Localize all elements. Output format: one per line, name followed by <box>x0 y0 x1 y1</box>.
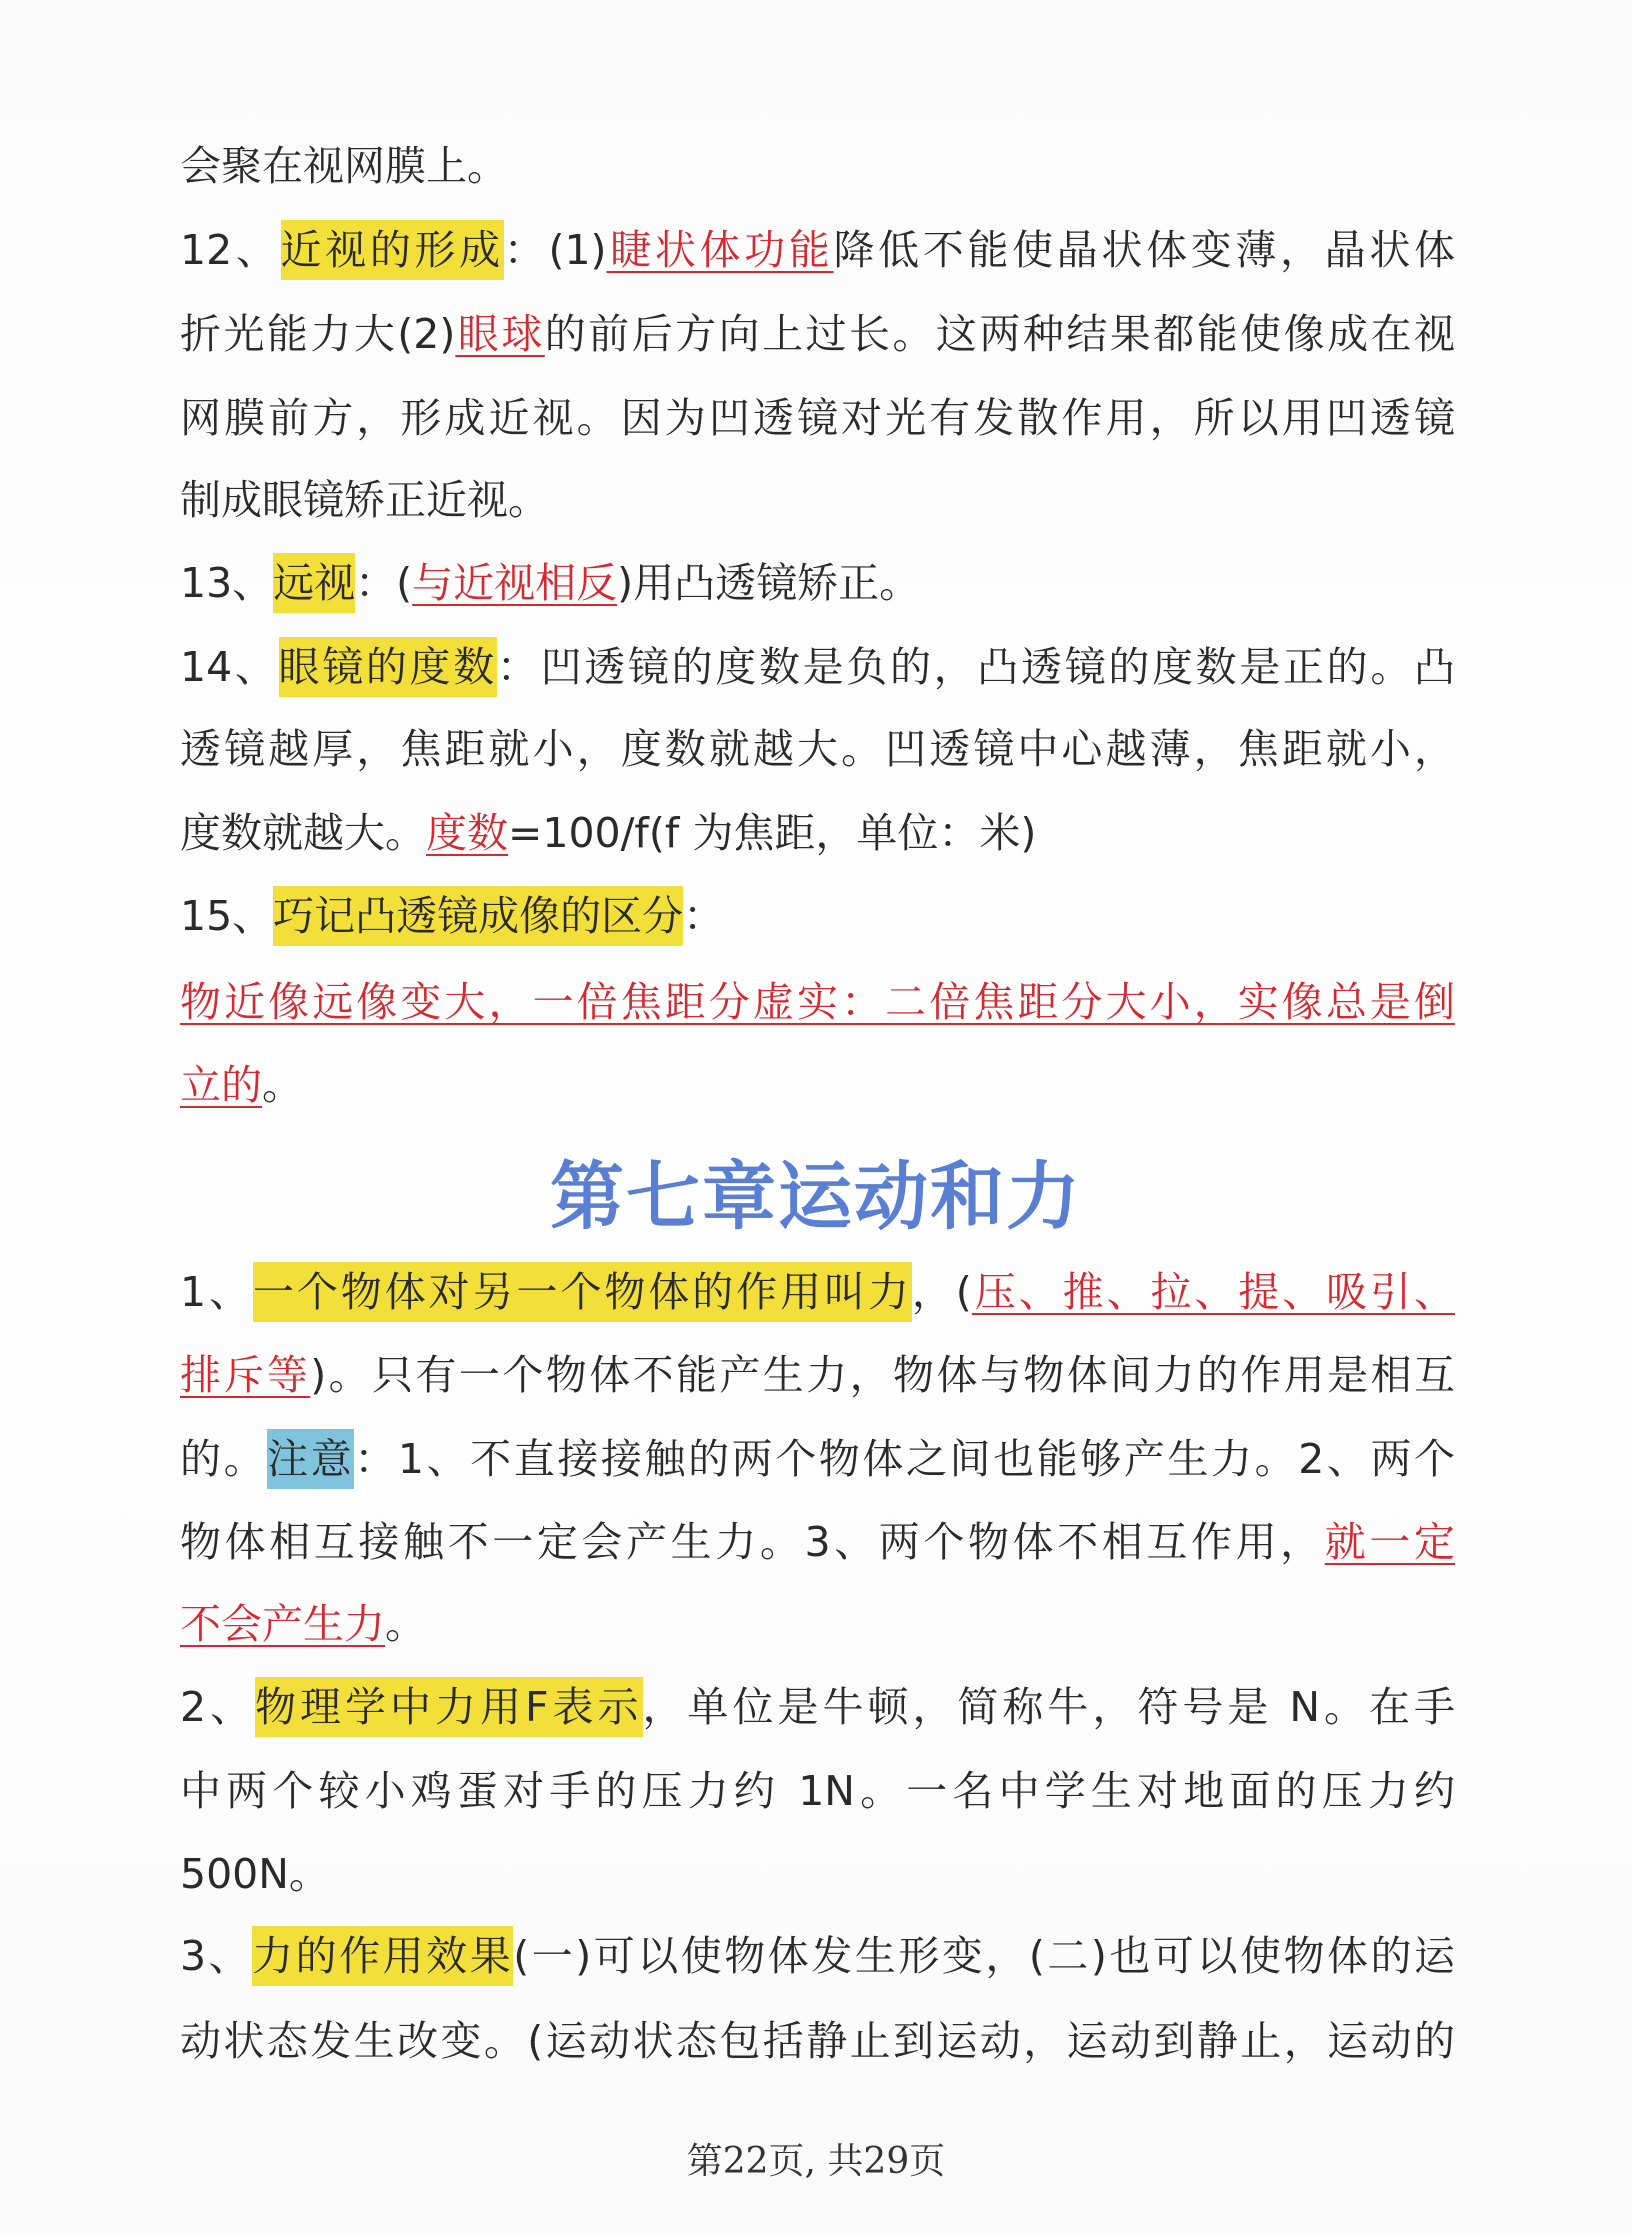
body-text: ：凹透镜的度数是负的，凸透镜的度数是正的。凸 <box>496 643 1456 691</box>
item-number: 3、 <box>180 1932 253 1980</box>
text-line <box>180 803 1455 863</box>
highlighted-heading: 巧记凸透镜成像的区分 <box>273 886 683 946</box>
red-underlined-text: 睫状体功能 <box>606 226 834 274</box>
body-text: 度数就越大。 <box>180 809 426 857</box>
list-item-3 <box>180 1926 1455 1986</box>
list-item-14 <box>180 637 1455 697</box>
red-underlined-mnemonic: 物近像远像变大，一倍焦距分虚实：二倍焦距分大小，实像总是倒 <box>180 978 1455 1026</box>
item-number: 15、 <box>180 892 274 940</box>
highlighted-heading: 远视 <box>273 553 355 613</box>
text-line <box>180 136 1455 196</box>
body-text: =100/f(f 为焦距，单位：米) <box>508 809 1037 857</box>
text-line <box>180 972 1455 1032</box>
highlighted-heading: 一个物体对另一个物体的作用叫力 <box>253 1262 912 1322</box>
text-line <box>180 1429 1455 1489</box>
body-text: 中两个较小鸡蛋对手的压力约 1N。一名中学生对地面的压力约 <box>180 1767 1455 1815</box>
text-line <box>180 388 1455 448</box>
text-line <box>180 1512 1455 1572</box>
body-text: ：( <box>355 559 413 607</box>
body-text: 制成眼镜矫正近视。 <box>180 476 549 524</box>
body-text: 。 <box>262 1061 303 1109</box>
red-underlined-text: 眼球 <box>455 310 545 358</box>
body-text: 会聚在视网膜上。 <box>180 142 508 190</box>
item-number: 12、 <box>180 226 281 274</box>
red-underlined-text: 度数 <box>426 809 508 857</box>
text-line <box>180 719 1455 779</box>
body-text: 降低不能使晶状体变薄，晶状体 <box>833 226 1456 274</box>
body-text: 折光能力大(2) <box>180 310 456 358</box>
item-number: 13、 <box>180 559 274 607</box>
body-text: (一)可以使物体发生形变，(二)也可以使物体的运 <box>513 1932 1456 1980</box>
body-text: 的前后方向上过长。这两种结果都能使像成在视 <box>544 310 1456 358</box>
chapter-title: 第七章运动和力 <box>550 1154 1082 1240</box>
highlighted-heading: 近视的形成 <box>281 220 504 280</box>
list-item-13 <box>180 553 1455 613</box>
body-text: 网膜前方，形成近视。因为凹透镜对光有发散作用，所以用凹透镜 <box>180 394 1455 442</box>
body-text: ：(1) <box>503 226 607 274</box>
item-number: 2、 <box>180 1683 256 1731</box>
body-text: ，( <box>911 1268 972 1316</box>
body-text: 的。 <box>180 1435 268 1483</box>
red-underlined-text: 就一定 <box>1324 1518 1455 1566</box>
note-label: 注意 <box>267 1429 354 1489</box>
text-line <box>180 1594 1455 1654</box>
body-text: 物体相互接触不一定会产生力。3、两个物体不相互作用， <box>180 1518 1325 1566</box>
highlighted-heading: 物理学中力用F表示 <box>255 1677 642 1737</box>
text-line <box>180 1844 1455 1904</box>
page-number-footer: 第22页, 共29页 <box>686 2141 946 2182</box>
body-text: ：1、不直接接触的两个物体之间也能够产生力。2、两个 <box>354 1435 1456 1483</box>
list-item-15 <box>180 886 1455 946</box>
text-line <box>180 470 1455 530</box>
text-line <box>180 1761 1455 1821</box>
text-line <box>180 1055 1455 1115</box>
body-text: ： <box>683 892 725 940</box>
list-item-12 <box>180 220 1455 280</box>
red-underlined-text: 与近视相反 <box>412 559 618 607</box>
body-text: 。 <box>385 1600 426 1648</box>
body-text: 动状态发生改变。(运动状态包括静止到运动，运动到静止，运动的 <box>180 2017 1455 2065</box>
text-line <box>180 304 1455 364</box>
red-underlined-text: 排斥等 <box>180 1351 311 1399</box>
body-text: 透镜越厚，焦距就小，度数就越大。凹透镜中心越薄，焦距就小， <box>180 725 1455 773</box>
item-number: 1、 <box>180 1268 253 1316</box>
highlighted-heading: 眼镜的度数 <box>279 637 497 697</box>
body-text: )用凸透镜矫正。 <box>617 559 921 607</box>
body-text: )。只有一个物体不能产生力，物体与物体间力的作用是相互 <box>310 1351 1456 1399</box>
item-number: 14、 <box>180 643 279 691</box>
list-item-2 <box>180 1677 1455 1737</box>
red-underlined-text: 不会产生力 <box>180 1600 385 1648</box>
text-line <box>180 1345 1455 1405</box>
body-text: ，单位是牛顿，简称牛，符号是 N。在手 <box>642 1683 1455 1731</box>
list-item-1 <box>180 1262 1455 1322</box>
body-text: 500N。 <box>180 1850 330 1898</box>
highlighted-heading: 力的作用效果 <box>252 1926 513 1986</box>
text-line <box>180 2011 1455 2071</box>
red-underlined-text: 立的 <box>180 1061 262 1109</box>
red-underlined-text: 压、推、拉、提、吸引、 <box>971 1268 1456 1316</box>
